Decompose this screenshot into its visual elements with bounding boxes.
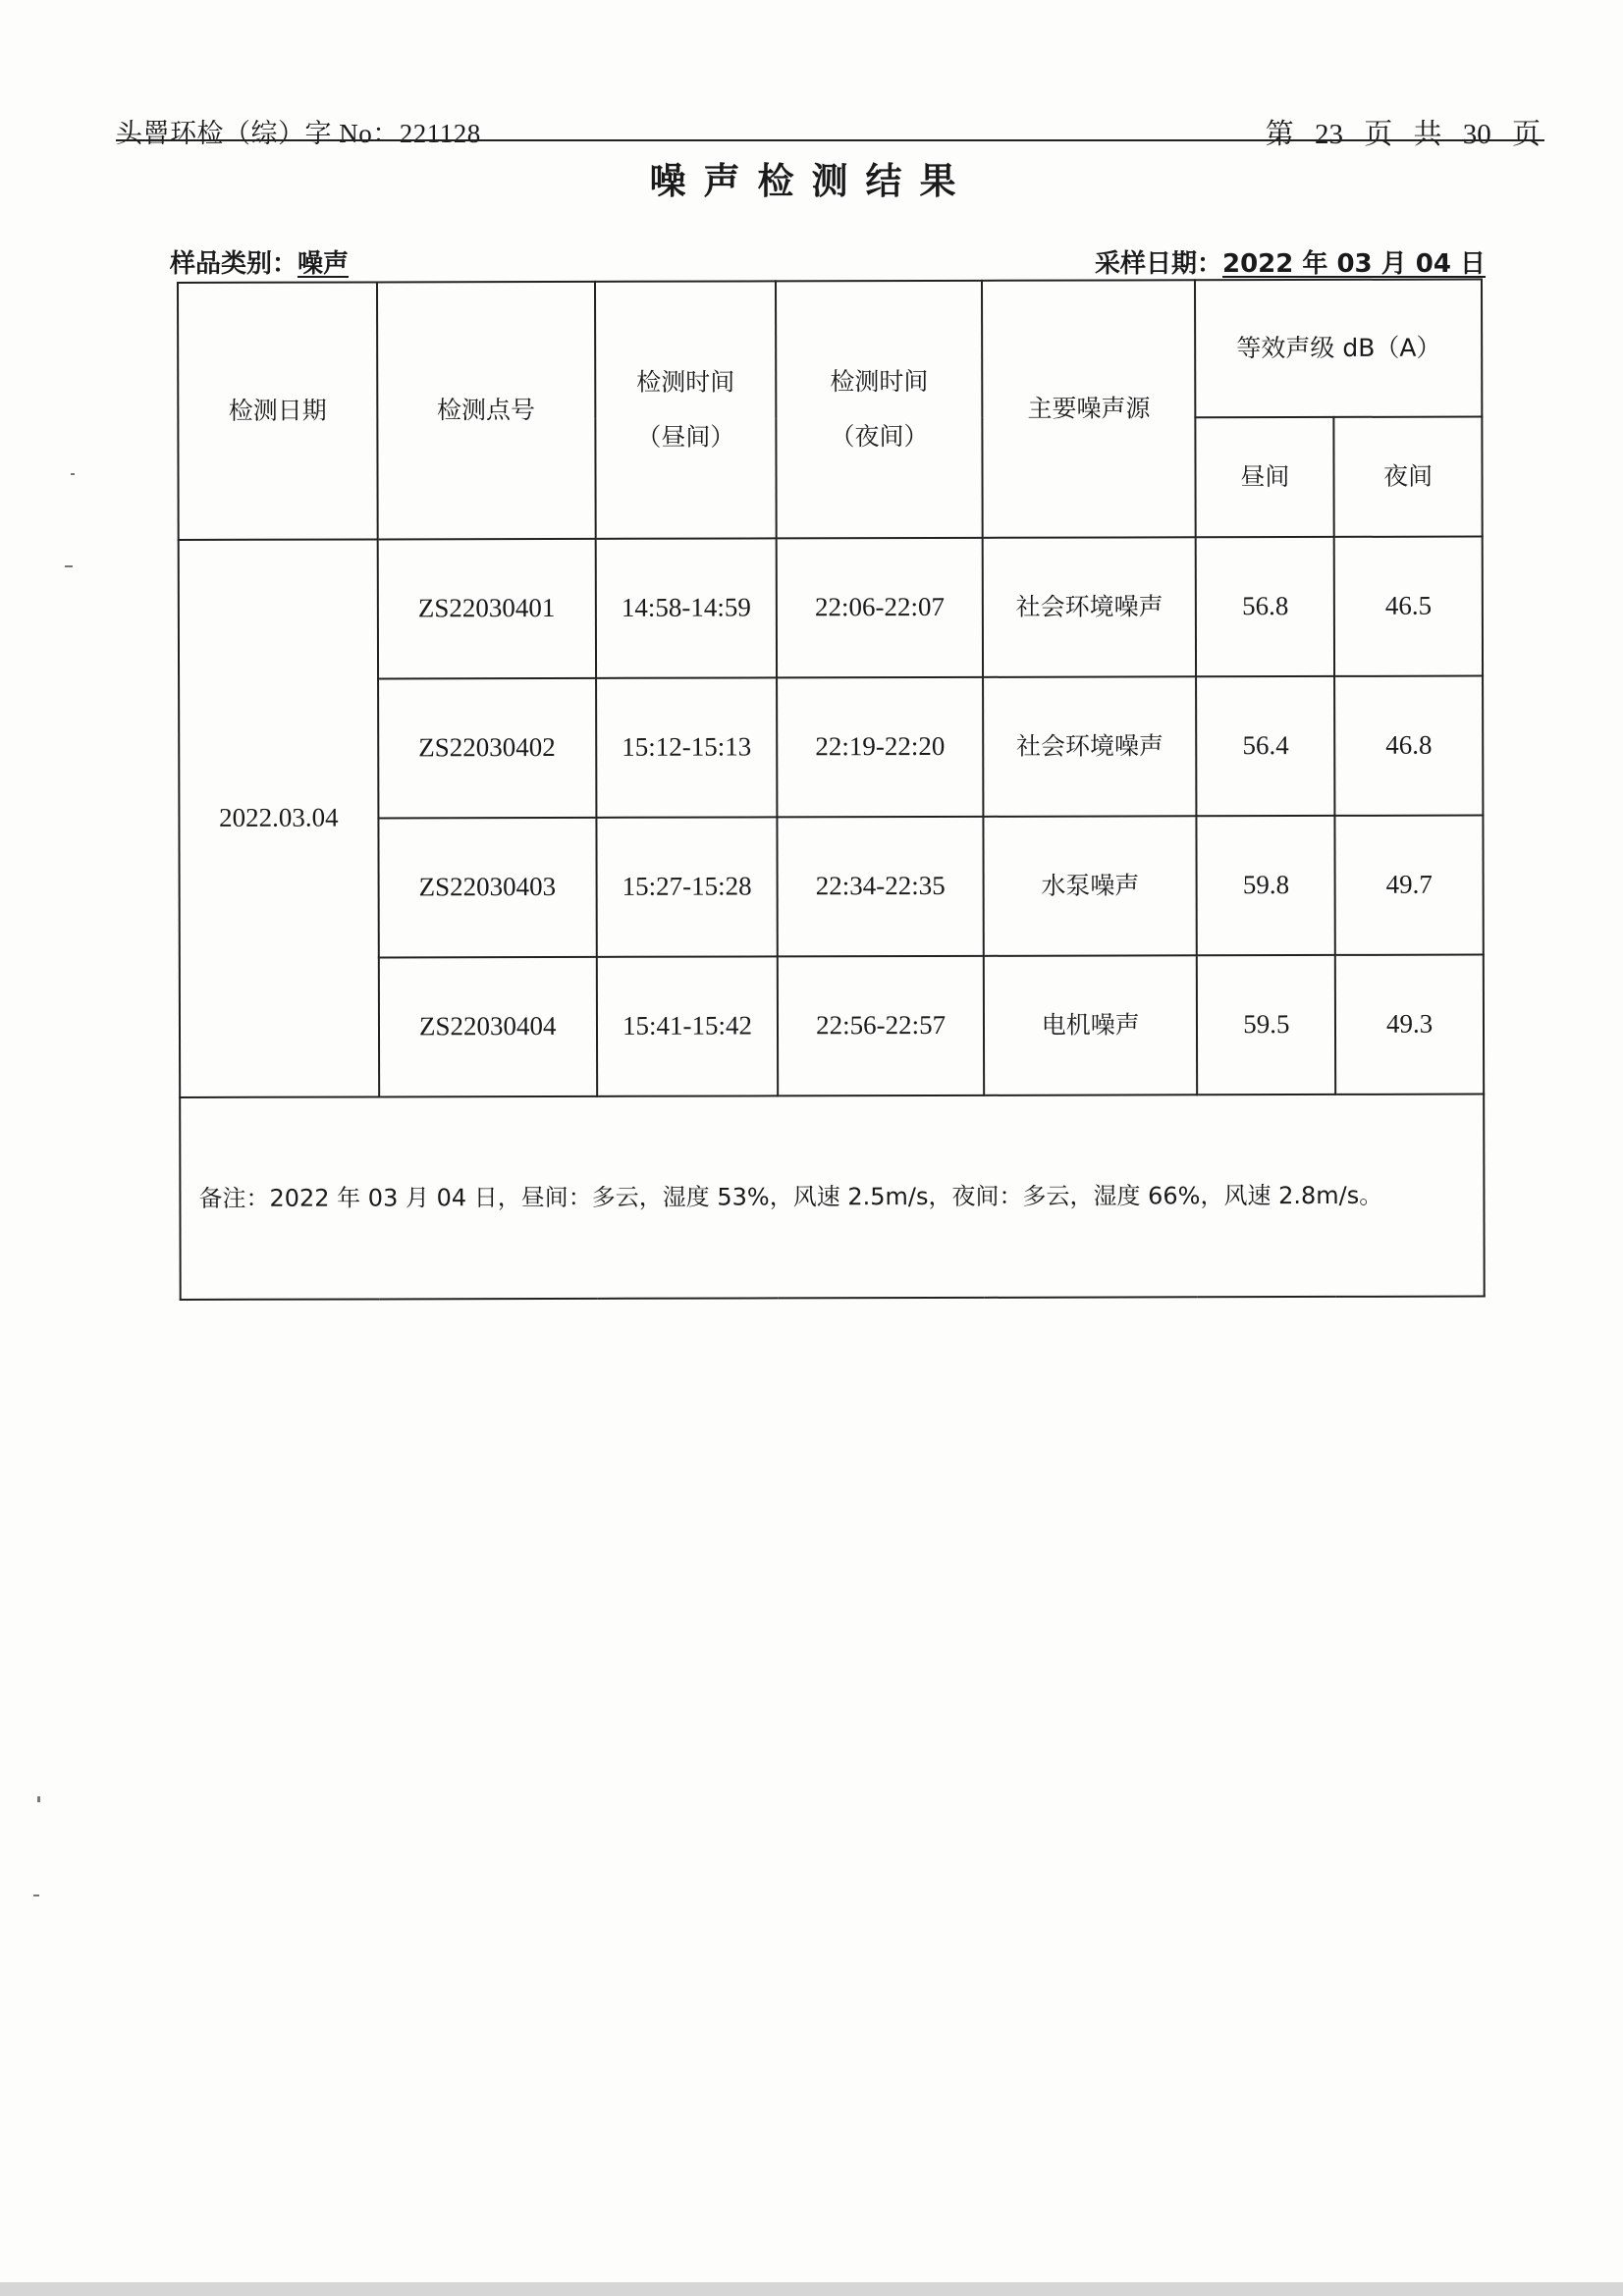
header-level-day: 昼间	[1196, 417, 1334, 537]
page-current: 23	[1314, 119, 1343, 150]
scan-speck	[37, 1796, 40, 1802]
header-time-day	[595, 281, 777, 538]
night-time: 22:19-22:20	[777, 677, 983, 818]
noise-source: 社会环境噪声	[983, 537, 1197, 677]
day-time: 15:12-15:13	[596, 677, 778, 817]
header-level: 等效声级 dB（A）	[1195, 280, 1482, 418]
point-id: ZS22030404	[379, 957, 597, 1097]
night-level: 49.3	[1335, 955, 1484, 1095]
page-label-page: 页	[1364, 119, 1393, 150]
day-time: 15:41-15:42	[596, 956, 778, 1095]
page-label-end: 页	[1511, 119, 1541, 150]
night-time: 22:34-22:35	[778, 817, 984, 957]
point-id: ZS22030402	[378, 678, 596, 819]
night-time: 22:56-22:57	[778, 956, 984, 1096]
header-time-day-line1: 检测时间	[636, 367, 735, 397]
scan-speck	[71, 473, 75, 475]
scan-speck	[33, 1895, 39, 1896]
day-level: 56.4	[1197, 676, 1335, 816]
sampling-date-value: 2022 年 03 月 04 日	[1222, 249, 1486, 279]
night-level: 46.5	[1334, 537, 1483, 676]
noise-source: 电机噪声	[984, 955, 1198, 1095]
header-level-night: 夜间	[1334, 417, 1483, 537]
night-level: 49.7	[1335, 816, 1484, 955]
point-id: ZS22030403	[378, 818, 596, 958]
header-time-night-line2: （夜间）	[830, 421, 929, 452]
page-number	[1262, 112, 1544, 152]
page-label-first: 第	[1265, 119, 1294, 150]
day-time: 15:27-15:28	[596, 817, 778, 956]
sampling-date	[1095, 243, 1486, 280]
noise-results-table	[177, 279, 1486, 1301]
day-time: 14:58-14:59	[595, 538, 777, 677]
document-title: 噪声检测结果	[649, 160, 974, 202]
header-time-night	[776, 281, 982, 539]
header-divider	[116, 139, 1544, 141]
remark-text: 备注：2022 年 03 月 04 日，昼间：多云，湿度 53%，风速 2.5m/s，夜间：多云，湿度 66%，风速 2.8m/s。	[180, 1095, 1485, 1300]
sampling-date-label: 采样日期：	[1094, 249, 1222, 279]
sample-type	[170, 243, 349, 280]
noise-source: 水泵噪声	[983, 816, 1197, 956]
header-time-day-line2: （昼间）	[636, 422, 735, 452]
noise-source: 社会环境噪声	[983, 676, 1197, 817]
night-time: 22:06-22:07	[777, 538, 983, 678]
day-level: 56.8	[1196, 537, 1334, 676]
day-level: 59.8	[1197, 816, 1335, 955]
header-source: 主要噪声源	[982, 280, 1196, 538]
header-date: 检测日期	[178, 282, 377, 540]
header-row-1	[178, 280, 1482, 420]
detection-date: 2022.03.04	[179, 539, 379, 1097]
table-row	[179, 537, 1483, 679]
page-total: 30	[1462, 119, 1491, 150]
night-level: 46.8	[1334, 676, 1483, 816]
page-label-total: 共	[1413, 119, 1442, 150]
sample-type-value: 噪声	[298, 249, 350, 279]
scan-edge-shadow	[0, 2282, 1623, 2296]
scan-speck	[65, 565, 73, 567]
header-point: 检测点号	[377, 282, 595, 540]
day-level: 59.5	[1197, 955, 1335, 1095]
header-time-night-line1: 检测时间	[830, 366, 929, 397]
point-id: ZS22030401	[377, 539, 595, 679]
remark-row	[180, 1095, 1485, 1300]
report-number: 头罾环检（综）字 No：221128	[116, 119, 481, 148]
sample-type-label: 样品类别：	[170, 249, 298, 279]
